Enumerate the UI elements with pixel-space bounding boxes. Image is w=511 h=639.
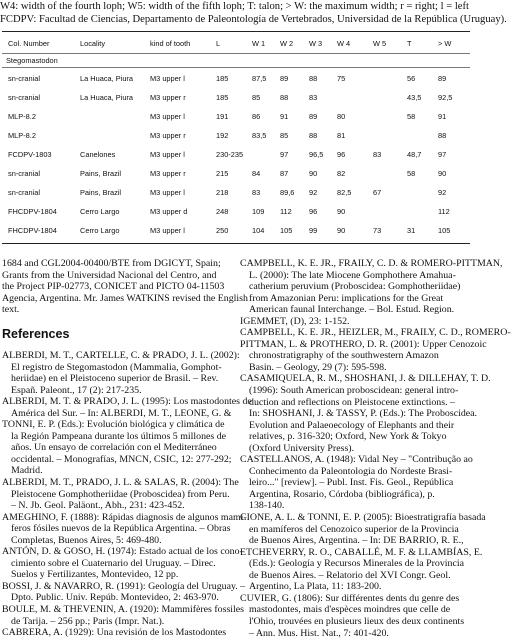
- table-cell: Cerro Largo: [80, 206, 119, 218]
- table-cell: 89,6: [280, 187, 294, 199]
- text-line: mastodontes, mais d'espèces moindres que celle de: [240, 604, 472, 616]
- table-cell: 191: [216, 111, 228, 123]
- references-list-left: [2, 350, 234, 639]
- text-line: CUVIER, G. (1806): Sur différentes dents du genre des: [240, 593, 472, 605]
- table-cell: 75: [337, 73, 345, 85]
- table-cell: FCDPV-1803: [8, 149, 52, 161]
- caption-line: W4: width of the fourth loph; W5: width of the fifth loph; T: talon; > W: the maximum width; r = right; l = left: [0, 0, 474, 13]
- table-cell: 215: [216, 168, 228, 180]
- table-cell: 109: [252, 206, 264, 218]
- text-line: Grants from the Universidad Nacional del Centro, and: [2, 270, 234, 282]
- table-cell: 96,5: [309, 149, 323, 161]
- text-line: – N. Jb. Geol. Paläont., Abh., 231: 423-452.: [2, 500, 234, 512]
- text-line: (1996): South American proboscidean: general intro-: [240, 385, 472, 397]
- table-cell: 90: [337, 225, 345, 237]
- table-cell: 105: [438, 225, 450, 237]
- table-cell: 218: [216, 187, 228, 199]
- table-cell: 87: [280, 168, 288, 180]
- text-line: años. Un ensayo de correlación con el Mediterráneo: [2, 442, 234, 454]
- text-line: en mamíferos del Cenozoico superior de la Provincia: [240, 524, 472, 536]
- table-cell: 86: [252, 111, 260, 123]
- references-list-right: [240, 258, 472, 639]
- text-line: (Eds.): Geología y Recursos Minerales de la Provincia: [240, 558, 472, 570]
- table-cell: 67: [373, 187, 381, 199]
- table-cell: 91: [438, 111, 446, 123]
- table-cell: Cerro Largo: [80, 225, 119, 237]
- text-line: Basin. – Geology, 29 (7): 595-598.: [240, 362, 472, 374]
- table-cell: 80: [337, 111, 345, 123]
- table-cell: 84: [252, 168, 260, 180]
- text-line: Pleistocene Gomphotheriidae (Proboscidea) from Peru.: [2, 489, 234, 501]
- table-cell: 73: [373, 225, 381, 237]
- text-line: feros fósiles nuevos de la República Argentina. – Obras: [2, 523, 234, 535]
- table-cell: 96: [309, 206, 317, 218]
- table-cell: Canelones: [80, 149, 115, 161]
- table-cell: 88: [438, 130, 446, 142]
- table-cell: M3 upper r: [150, 168, 186, 180]
- header-kind-of-tooth: kind of tooth: [150, 38, 190, 50]
- text-line: AMEGHINO, F. (1888): Rápidas diagnosis de algunos mamí-: [2, 512, 234, 524]
- table-bottom-rule: [2, 243, 470, 244]
- table-cell: sn-cranial: [8, 168, 40, 180]
- text-line: de Buenos Aires, Argentina. – In: DE BARRIO, R. E.,: [240, 535, 472, 547]
- text-line: ALBERDI, M. T., PRADO, J. L. & SALAS, R. (2004): The: [2, 477, 234, 489]
- text-line: de Buenos Aires. – Relatorio del XVI Congr. Geol.: [240, 570, 472, 582]
- table-cell: 248: [216, 206, 228, 218]
- text-line: IGEMMET, (D), 23: 1-152.: [240, 316, 472, 328]
- header-w3: W 3: [309, 38, 322, 50]
- text-line: la Región Pampeana durante los últimos 5 millones de: [2, 431, 234, 443]
- text-line: Argentino, La Plata, 11: 183-200.: [240, 581, 472, 593]
- text-line: ALBERDI, M. T. & PRADO, J. L. (1995): Los mastodontes de: [2, 396, 234, 408]
- table-cell: 83: [309, 92, 317, 104]
- table-cell: 90: [438, 168, 446, 180]
- table-cell: 90: [309, 168, 317, 180]
- table-row: [2, 130, 470, 142]
- text-line: CASTELLANOS, A. (1948): Vidal Ney – "Contribução ao: [240, 454, 472, 466]
- table-cell: sn-cranial: [8, 187, 40, 199]
- text-line: catherium peruvium (Proboscidea: Gomphotheriidae): [240, 281, 472, 293]
- caption-line: FCDPV: Facultad de Ciencias, Departamento de Paleontología de Vertebrados, Universidad de la República (Uruguay).: [0, 13, 474, 26]
- table-cell: 185: [216, 92, 228, 104]
- table-cell: M3 upper r: [150, 92, 186, 104]
- text-line: Evolution and Palaeoecology of Elephants and their: [240, 420, 472, 432]
- text-line: 1684 and CGL2004-00400/BTE from DGICYT, Spain;: [2, 258, 234, 270]
- table-cell: M3 upper l: [150, 149, 185, 161]
- text-line: de Tarija. – 256 pp.; Paris (Impr. Nat.).: [2, 616, 234, 628]
- table-cell: 96: [337, 149, 345, 161]
- table-row: [2, 149, 470, 161]
- table-cell: 58: [407, 168, 415, 180]
- table-cell: 83: [373, 149, 381, 161]
- table-cell: 87,5: [252, 73, 266, 85]
- text-line: l'Ohio, trouvées en plusieurs lieux des deux continents: [240, 616, 472, 628]
- table-cell: 104: [252, 225, 264, 237]
- table-cell: M3 upper r: [150, 130, 186, 142]
- text-line: TONNI, E. P. (Eds.): Evolución biológica y climática de: [2, 419, 234, 431]
- text-line: Agencia, Argentina. Mr. James WATKINS revised the English: [2, 293, 234, 305]
- text-line: Conhecimento da Paleontologia do Nordeste Brasi-: [240, 466, 472, 478]
- header-w2: W 2: [280, 38, 293, 50]
- text-line: Completas, Buenos Aires, 5: 469-480.: [2, 535, 234, 547]
- table-row: [2, 206, 470, 218]
- table-cell: 89: [280, 73, 288, 85]
- table-cell: 91: [280, 111, 288, 123]
- table-cell: 192: [216, 130, 228, 142]
- table-cell: 97: [280, 149, 288, 161]
- text-line: ETCHEVERRY, R. O., CABALLÉ, M. F. & LLAMBÍAS, E.: [240, 547, 472, 559]
- table-cell: 43,5: [407, 92, 421, 104]
- text-line: ANTÓN, D. & GOSO, H. (1974): Estado actual de los cono-: [2, 546, 234, 558]
- table-header-rule: [2, 53, 470, 54]
- table-cell: 105: [280, 225, 292, 237]
- text-line: from Amazonian Peru: implications for the Great: [240, 293, 472, 305]
- text-line: the Project PIP-02773, CONICET and PICTO 04-11503: [2, 281, 234, 293]
- text-line: PITTMAN, L. & PROTHERO, D. R. (2001): Upper Cenozoic: [240, 339, 472, 351]
- table-cell: 88: [309, 130, 317, 142]
- table-cell: 58: [407, 111, 415, 123]
- table-row: [2, 111, 470, 123]
- table-cell: 88: [280, 92, 288, 104]
- text-line: heriidae) en el Pleistoceno superior de Brasil. – Rev.: [2, 373, 234, 385]
- table-cell: 230-235: [216, 149, 243, 161]
- table-cell: 185: [216, 73, 228, 85]
- text-line: relatives, p. 316-320; Oxford, New York & Tokyo: [240, 431, 472, 443]
- table-row: [2, 168, 470, 180]
- text-line: leiro..." [review]. – Publ. Inst. Fis. Geol., República: [240, 477, 472, 489]
- text-line: El registro de Stegomastodon (Mammalia, Gomphot-: [2, 362, 234, 374]
- table-row: [2, 187, 470, 199]
- text-line: Madrid.: [2, 465, 234, 477]
- table-cell: 99: [309, 225, 317, 237]
- table-cell: sn-cranial: [8, 73, 40, 85]
- table-cell: 85: [252, 92, 260, 104]
- table-cell: 88: [309, 73, 317, 85]
- text-line: CIONE, A. L. & TONNI, E. P. (2005): Bioestratigrafía basada: [240, 512, 472, 524]
- table-cell: 92: [438, 187, 446, 199]
- table-row: [2, 225, 470, 237]
- table-cell: sn-cranial: [8, 92, 40, 104]
- text-line: BOSSI, J. & NAVARRO, R. (1991): Geología del Uruguay. –: [2, 581, 234, 593]
- text-line: In: SHOSHANI, J. & TASSY, P. (Eds.): The Proboscidea.: [240, 408, 472, 420]
- table-cell: 56: [407, 73, 415, 85]
- table-cell: 112: [438, 206, 450, 218]
- header-w1: W 1: [252, 38, 265, 50]
- table-cell: M3 upper l: [150, 225, 185, 237]
- table-top-rule: [2, 31, 470, 32]
- table-cell: M3 upper d: [150, 206, 187, 218]
- table-cell: 250: [216, 225, 228, 237]
- table-cell: MLP-8.2: [8, 130, 36, 142]
- table-row: [2, 73, 470, 85]
- table-cell: 83: [252, 187, 260, 199]
- text-line: 138-140.: [240, 500, 472, 512]
- text-line: América del Sur. – In: ALBERDI, M. T., LEONE, G. &: [2, 408, 234, 420]
- table-cell: La Huaca, Piura: [80, 92, 133, 104]
- table-cell: 82,5: [337, 187, 351, 199]
- table-cell: 48,7: [407, 149, 421, 161]
- table-cell: 97: [438, 149, 446, 161]
- text-line: Argentina, Rosario, Córdoba (bibliográfica), p.: [240, 489, 472, 501]
- table-cell: Pains, Brazil: [80, 187, 121, 199]
- text-line: CAMPBELL, K. E. JR., FRAILY, C. D. & ROMERO-PITTMAN,: [240, 258, 472, 270]
- header-locality: Locality: [80, 38, 105, 50]
- table-cell: 92: [309, 187, 317, 199]
- header-l: L: [216, 38, 220, 50]
- table-cell: FHCDPV-1804: [8, 225, 57, 237]
- table-cell: 89: [438, 73, 446, 85]
- acknowledgements-paragraph: [2, 258, 234, 316]
- table-cell: MLP-8.2: [8, 111, 36, 123]
- table-row: [2, 92, 470, 104]
- table-cell: 90: [337, 206, 345, 218]
- text-line: L. (2000): The late Miocene Gomphothere Amahua-: [240, 270, 472, 282]
- header-t: T: [407, 38, 412, 50]
- text-line: CABRERA, A. (1929): Una revisión de los Mastodontes: [2, 627, 234, 639]
- text-line: (Oxford University Press).: [240, 443, 472, 455]
- text-line: chronostratigraphy of the southwestern Amazon: [240, 350, 472, 362]
- references-heading: References: [2, 329, 69, 341]
- table-cell: 31: [407, 225, 415, 237]
- table-cell: M3 upper l: [150, 111, 185, 123]
- table-group-rule: [2, 67, 470, 68]
- text-line: CAMPBELL, K. E. JR., HEIZLER, M., FRAILY, C. D., ROMERO-: [240, 327, 472, 339]
- table-cell: 89: [309, 111, 317, 123]
- text-line: ALBERDI, M. T., CARTELLE, C. & PRADO, J. L. (2002):: [2, 350, 234, 362]
- table-cell: FHCDPV-1804: [8, 206, 57, 218]
- header-col-number: Col. Number: [8, 38, 49, 50]
- text-line: Dpto. Public. Univ. Repúb. Montevideo, 2: 463-970.: [2, 592, 234, 604]
- group-label-stegomastodon: Stegomastodon: [6, 55, 58, 67]
- table-cell: 92,5: [438, 92, 452, 104]
- table-cell: La Huaca, Piura: [80, 73, 133, 85]
- table-cell: 82: [337, 168, 345, 180]
- text-line: – Ann. Mus. Hist. Nat., 7: 401-420.: [240, 628, 472, 639]
- text-line: duction and reflections on Pleistocene extinctions. –: [240, 397, 472, 409]
- table-cell: 81: [337, 130, 345, 142]
- text-line: cimiento sobre el Cuaternario del Uruguay. – Direc.: [2, 558, 234, 570]
- table-cell: Pains, Brazil: [80, 168, 121, 180]
- table-header-row: [2, 38, 470, 50]
- table-cell: 112: [280, 206, 292, 218]
- text-line: text.: [2, 304, 234, 316]
- text-line: Españ. Paleont., 17 (2): 217-235.: [2, 385, 234, 397]
- table-cell: 85: [280, 130, 288, 142]
- table-cell: M3 upper l: [150, 187, 185, 199]
- header-w4: W 4: [337, 38, 350, 50]
- table-cell: M3 upper l: [150, 73, 185, 85]
- text-line: CASAMIQUELA, R. M., SHOSHANI, J. & DILLEHAY, T. D.: [240, 373, 472, 385]
- text-line: BOULE, M. & THEVENIN, A. (1920): Mammifères fossiles: [2, 604, 234, 616]
- text-line: occidental. – Monografías, MNCN, CSIC, 12: 277-292;: [2, 454, 234, 466]
- text-line: Suelos y Fertilizantes, Montevideo, 12 pp.: [2, 569, 234, 581]
- header-max-w: > W: [438, 38, 451, 50]
- table-cell: 83,5: [252, 130, 266, 142]
- text-line: American faunal Interchange. – Bol. Estud. Region.: [240, 304, 472, 316]
- header-w5: W 5: [373, 38, 386, 50]
- table-caption: [0, 0, 474, 26]
